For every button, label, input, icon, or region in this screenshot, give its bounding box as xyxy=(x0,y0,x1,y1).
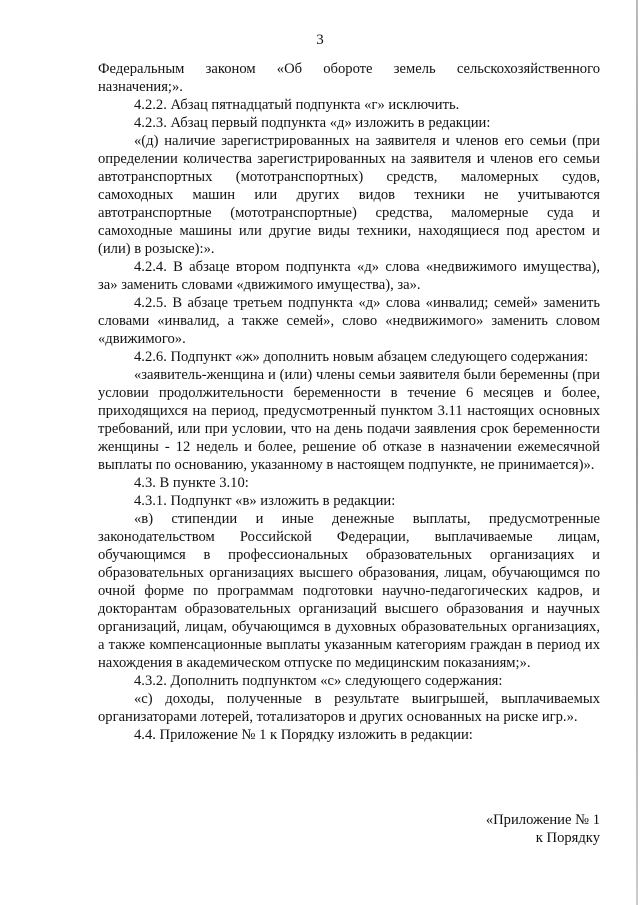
page-number: 3 xyxy=(316,32,324,48)
paragraph: 4.3. В пункте 3.10: xyxy=(134,475,249,491)
paragraph: 4.4. Приложение № 1 к Порядку изложить в редакции: xyxy=(134,727,473,743)
quoted-paragraph: «в) стипендии и иные денежные выплаты, предусмотренные законодательством Российской Федерации, выплачиваемые лицам, обучающимся в профессиональных образовательных организациях и образовательных организациях высшего образования, лицам, обучающимся по очной форме по программам подготовки научно-педагогических кадров, и докторантам образовательных организаций высшего образования и научных организаций, лицам, обучающимся в духовных образовательных организациях, а также компенсационные выплаты указанным категориям граждан в период их нахождения в академическом отпуске по медицинским показаниям;». xyxy=(98,511,600,671)
paragraph: 4.2.4. В абзаце втором подпункта «д» слова «недвижимого имущества), за» заменить словами «движимого имущества), за». xyxy=(98,259,600,293)
scan-edge xyxy=(636,0,638,905)
appendix-subtitle: к Порядку xyxy=(535,830,600,846)
paragraph: 4.2.3. Абзац первый подпункта «д» изложить в редакции: xyxy=(134,115,491,131)
paragraph: Федеральным законом «Об обороте земель сельскохозяйственного назначения;». xyxy=(98,61,600,95)
paragraph: 4.3.2. Дополнить подпунктом «с» следующего содержания: xyxy=(134,673,503,689)
document-body xyxy=(98,60,600,744)
paragraph: 4.2.5. В абзаце третьем подпункта «д» слова «инвалид; семей» заменить словами «инвалид, а также семей», слово «недвижимого» заменить словом «движимого». xyxy=(98,295,600,347)
paragraph: 4.2.6. Подпункт «ж» дополнить новым абзацем следующего содержания: xyxy=(134,349,589,365)
quoted-paragraph: «заявитель-женщина и (или) члены семьи заявителя были беременны (при условии продолжительности беременности в течение 6 месяцев и более, приходящихся на период, предусмотренный пунктом 3.11 настоящих основных требований, или при условии, что на день подачи заявления срок беременности женщины - 12 недель и более, решение об отказе в назначении ежемесячной выплаты по основанию, указанному в настоящем подпункте, не принимается)». xyxy=(98,367,600,473)
paragraph: 4.2.2. Абзац пятнадцатый подпункта «г» исключить. xyxy=(134,97,460,113)
appendix-header xyxy=(486,811,600,847)
quoted-paragraph: «с) доходы, полученные в результате выигрышей, выплачиваемых организаторами лотерей, тотализаторов и других основанных на риске игр.». xyxy=(98,691,600,725)
quoted-paragraph: «(д) наличие зарегистрированных на заявителя и членов его семьи (при определении количества зарегистрированных на заявителя и членов его семьи автотранспортных (мототранспортных) средств, маломерных судов, самоходных машин или других видов техники не учитываются автотранспортные (мототранспортные) средства, маломерные суда и самоходные машины или другие виды техники, находящиеся под арестом и (или) в розыске):». xyxy=(98,133,600,257)
appendix-title: «Приложение № 1 xyxy=(485,812,600,828)
paragraph: 4.3.1. Подпункт «в» изложить в редакции: xyxy=(134,493,396,509)
